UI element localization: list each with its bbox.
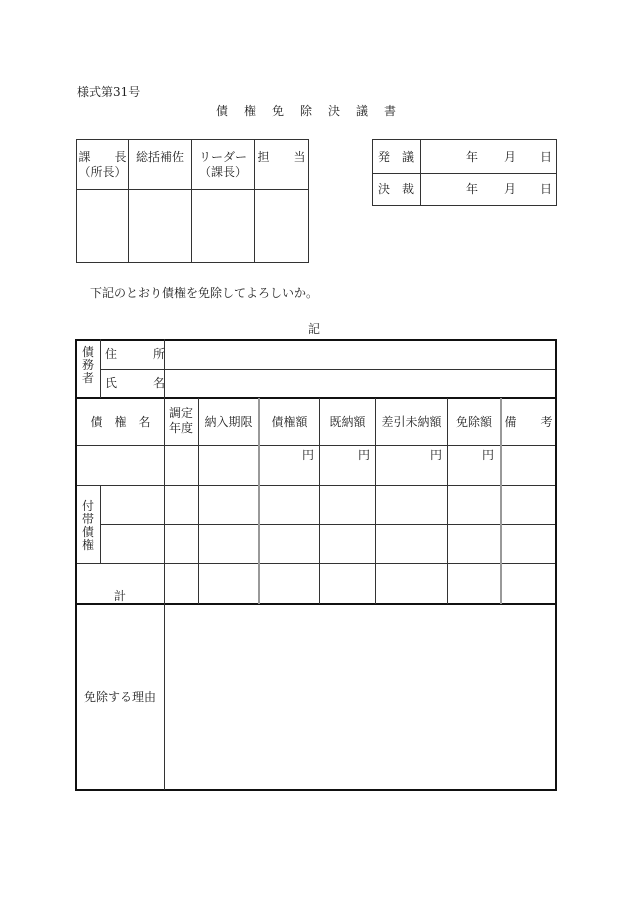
day-label: 日 <box>540 182 553 196</box>
name-label: 氏 名 <box>105 376 166 390</box>
year-label: 年 <box>466 150 479 164</box>
total-label: 計 <box>114 589 127 603</box>
intro-text: 下記のとおり債権を免除してよろしいか。 <box>90 286 319 300</box>
col-header: 調定年度 <box>168 406 193 435</box>
col-header: 納入期限 <box>204 415 253 429</box>
approval-sub: （課長） <box>198 165 247 179</box>
col-header: 債権額 <box>271 415 308 429</box>
yen-unit: 円 <box>302 448 315 462</box>
ki-label: 記 <box>308 322 321 336</box>
date-label: 発 議 <box>378 150 415 164</box>
month-label: 月 <box>504 182 517 196</box>
date-label: 決 裁 <box>378 182 415 196</box>
approval-header: 課 長 <box>78 150 127 164</box>
approval-header: リーダー <box>198 150 247 164</box>
approval-header: 総括補佐 <box>135 150 184 164</box>
col-header: 差引未納額 <box>381 415 442 429</box>
day-label: 日 <box>540 150 553 164</box>
col-header: 備 考 <box>504 415 553 429</box>
col-header: 債 権 名 <box>90 415 151 429</box>
col-header: 免除額 <box>455 415 492 429</box>
attached-claims-label: 付帯債権 <box>81 499 94 552</box>
yen-unit: 円 <box>358 448 371 462</box>
address-label: 住 所 <box>105 347 166 361</box>
col-header: 既納額 <box>329 415 366 429</box>
yen-unit: 円 <box>430 448 443 462</box>
year-label: 年 <box>466 182 479 196</box>
reason-label: 免除する理由 <box>84 690 157 704</box>
approval-header: 担 当 <box>257 150 306 164</box>
debtor-label: 債務者 <box>81 345 94 385</box>
form-title: 債 権 免 除 決 議 書 <box>216 104 399 118</box>
approval-sub: （所長） <box>78 165 127 179</box>
form-number: 様式第31号 <box>77 85 141 99</box>
month-label: 月 <box>504 150 517 164</box>
yen-unit: 円 <box>482 448 495 462</box>
